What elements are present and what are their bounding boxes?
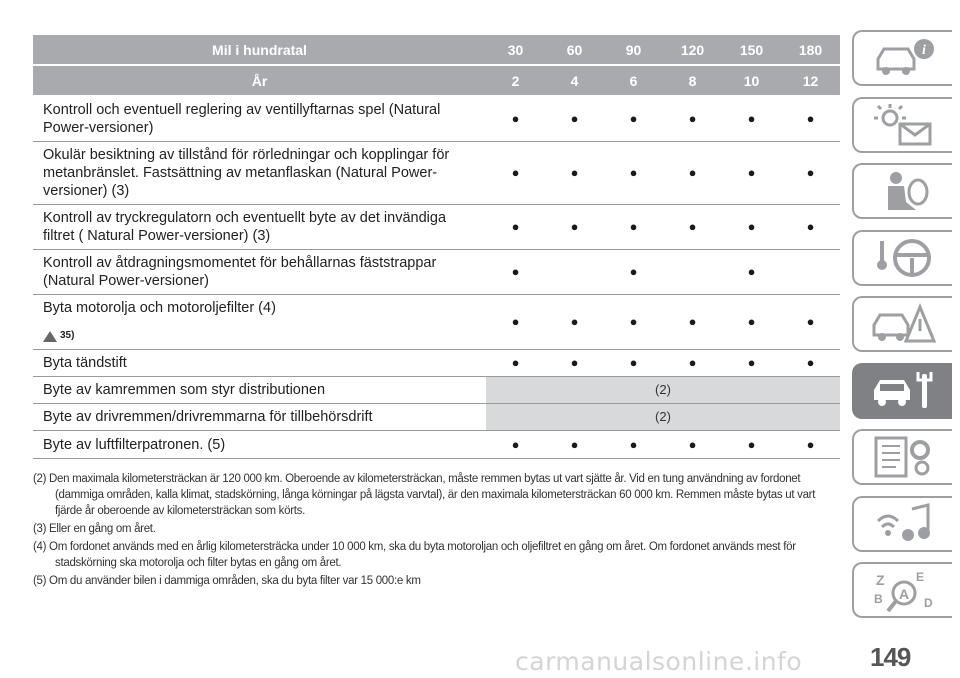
- schedule-dot: ●: [486, 250, 545, 295]
- footnote-reference-cell: (2): [486, 404, 840, 431]
- schedule-dot: ●: [663, 205, 722, 250]
- task-description: Kontroll och eventuell reglering av ventillyftarnas spel (Natural Power-versioner): [33, 96, 486, 142]
- schedule-dot: ●: [722, 431, 781, 459]
- watermark: carmanualsonline.info: [515, 647, 803, 676]
- header-year-value: 2: [486, 65, 545, 96]
- tab-safety[interactable]: [852, 163, 952, 219]
- schedule-dot: ●: [604, 142, 663, 205]
- schedule-dot: ●: [486, 350, 545, 377]
- svg-text:D: D: [924, 596, 933, 610]
- warning-reference: [43, 327, 466, 345]
- header-year-value: 10: [722, 65, 781, 96]
- header-year-value: 12: [781, 65, 840, 96]
- schedule-dot: ●: [781, 431, 840, 459]
- footnote: (5) Om du använder bilen i dammiga områden, ska du byta filter var 15 000:e km: [33, 575, 421, 587]
- task-description: Byta motorolja och motoroljefilter (4): [43, 300, 276, 316]
- schedule-dot: ●: [781, 205, 840, 250]
- schedule-dot: ●: [722, 350, 781, 377]
- table-row: [33, 295, 840, 350]
- schedule-dot: ●: [663, 431, 722, 459]
- header-mileage-value: 180: [781, 35, 840, 65]
- svg-text:A: A: [899, 586, 910, 602]
- schedule-dot: ●: [545, 205, 604, 250]
- car-info-icon: [868, 35, 938, 81]
- header-mileage-value: 90: [604, 35, 663, 65]
- schedule-dot: ●: [486, 142, 545, 205]
- schedule-dot: ●: [722, 142, 781, 205]
- footnote: (3) Eller en gång om året.: [33, 523, 156, 535]
- task-description: Byta tändstift: [33, 350, 486, 377]
- schedule-dot: ●: [663, 142, 722, 205]
- header-year-value: 4: [545, 65, 604, 96]
- header-mileage-value: 60: [545, 35, 604, 65]
- schedule-dot: ●: [604, 205, 663, 250]
- tab-technical-data[interactable]: [852, 429, 952, 485]
- schedule-dot: ●: [663, 96, 722, 142]
- footnote: (2) Den maximala kilometersträckan är 120 000 km. Oberoende av kilometersträckan, måste remmen bytas ut vart sjätte år. Vid en tung användning av fordonet (dammiga områden, kalla klimat, stadskörning, långa körningar på lägsta varvtal), är den maximala kilometersträckan 60 000 km. Remmen måste bytas ut vart fjärde år oberoende av kilometersträckan som körts.: [33, 473, 816, 517]
- steering-wheel-key-icon: [868, 235, 938, 281]
- task-description: Byte av kamremmen som styr distributionen: [33, 377, 486, 404]
- tab-multimedia[interactable]: [852, 496, 952, 552]
- header-year-value: 8: [663, 65, 722, 96]
- schedule-dot: ●: [781, 295, 840, 350]
- schedule-dot: ●: [486, 96, 545, 142]
- task-description-cell: [33, 295, 486, 350]
- task-description: Byte av drivremmen/drivremmarna för tillbehörsdrift: [33, 404, 486, 431]
- schedule-dot: ●: [781, 350, 840, 377]
- table-row: [33, 96, 840, 142]
- schedule-dot: ●: [781, 96, 840, 142]
- header-row-mileage: [33, 35, 840, 65]
- header-year-value: 6: [604, 65, 663, 96]
- schedule-dot: ●: [604, 295, 663, 350]
- warning-light-message-icon: [868, 102, 938, 148]
- maintenance-table-container: [33, 35, 840, 459]
- header-row-years: [33, 65, 840, 96]
- schedule-dot: ●: [545, 295, 604, 350]
- tab-warning-lights[interactable]: [852, 97, 952, 153]
- tab-emergency[interactable]: [852, 296, 952, 352]
- schedule-dot: ●: [604, 350, 663, 377]
- schedule-dot: ●: [663, 350, 722, 377]
- table-row: [33, 250, 840, 295]
- schedule-dot: ●: [722, 250, 781, 295]
- tab-starting-driving[interactable]: [852, 230, 952, 286]
- schedule-dot: ●: [722, 295, 781, 350]
- schedule-dot: [781, 250, 840, 295]
- page-number: 149: [870, 642, 911, 672]
- chapter-tab-strip: [852, 30, 952, 629]
- schedule-dot: ●: [545, 142, 604, 205]
- multimedia-icon: [868, 501, 938, 547]
- tab-car-info[interactable]: [852, 30, 952, 86]
- schedule-dot: ●: [545, 350, 604, 377]
- schedule-dot: ●: [545, 431, 604, 459]
- table-row: [33, 404, 840, 431]
- table-row: [33, 431, 840, 459]
- schedule-dot: ●: [486, 431, 545, 459]
- task-description: Kontroll av tryckregulatorn och eventuellt byte av det invändiga filtret ( Natural Power-versioner) (3): [33, 205, 486, 250]
- header-mileage-label: Mil i hundratal: [33, 35, 486, 65]
- car-maintenance-icon: [868, 368, 938, 414]
- svg-text:Z: Z: [876, 572, 885, 588]
- svg-text:i: i: [922, 43, 926, 58]
- tab-index[interactable]: [852, 562, 952, 618]
- airbag-seat-safety-icon: [868, 168, 938, 214]
- maintenance-schedule-table: [33, 35, 840, 459]
- car-emergency-icon: [868, 301, 938, 347]
- svg-text:B: B: [874, 592, 883, 606]
- table-row: [33, 350, 840, 377]
- header-mileage-value: 150: [722, 35, 781, 65]
- schedule-dot: [663, 250, 722, 295]
- schedule-dot: ●: [722, 205, 781, 250]
- schedule-dot: ●: [604, 96, 663, 142]
- table-row: [33, 205, 840, 250]
- header-mileage-value: 120: [663, 35, 722, 65]
- schedule-dot: ●: [663, 295, 722, 350]
- footnote-reference-cell: (2): [486, 377, 840, 404]
- svg-text:E: E: [916, 570, 925, 584]
- table-row: [33, 377, 840, 404]
- footnote: (4) Om fordonet används med en årlig kilometersträcka under 10 000 km, ska du byta motoroljan och oljefiltret en gång om året. Om fordonet används mest för stadskörning ska motorolja och filter bytas en gång om året.: [33, 541, 796, 569]
- task-description: Byte av luftfilterpatronen. (5): [33, 431, 486, 459]
- task-description: Okulär besiktning av tillstånd för rörledningar och kopplingar för metanbränslet. Fastsättning av metanflaskan (Natural Power-versioner) (3): [33, 142, 486, 205]
- warning-reference-number: 35): [60, 330, 75, 341]
- schedule-dot: ●: [604, 250, 663, 295]
- schedule-dot: ●: [781, 142, 840, 205]
- header-mileage-value: 30: [486, 35, 545, 65]
- schedule-dot: ●: [604, 431, 663, 459]
- table-row: [33, 142, 840, 205]
- schedule-dot: [545, 250, 604, 295]
- schedule-dot: ●: [545, 96, 604, 142]
- technical-data-icon: [868, 434, 938, 480]
- tab-maintenance[interactable]: [852, 363, 952, 419]
- schedule-dot: ●: [486, 205, 545, 250]
- schedule-dot: ●: [722, 96, 781, 142]
- header-years-label: År: [33, 65, 486, 96]
- schedule-dot: ●: [486, 295, 545, 350]
- task-description: Kontroll av åtdragningsmomentet för behållarnas fäststrappar (Natural Power-versioner): [33, 250, 486, 295]
- footnotes: [33, 471, 833, 591]
- warning-triangle-icon: [43, 331, 57, 342]
- index-search-icon: [868, 567, 938, 613]
